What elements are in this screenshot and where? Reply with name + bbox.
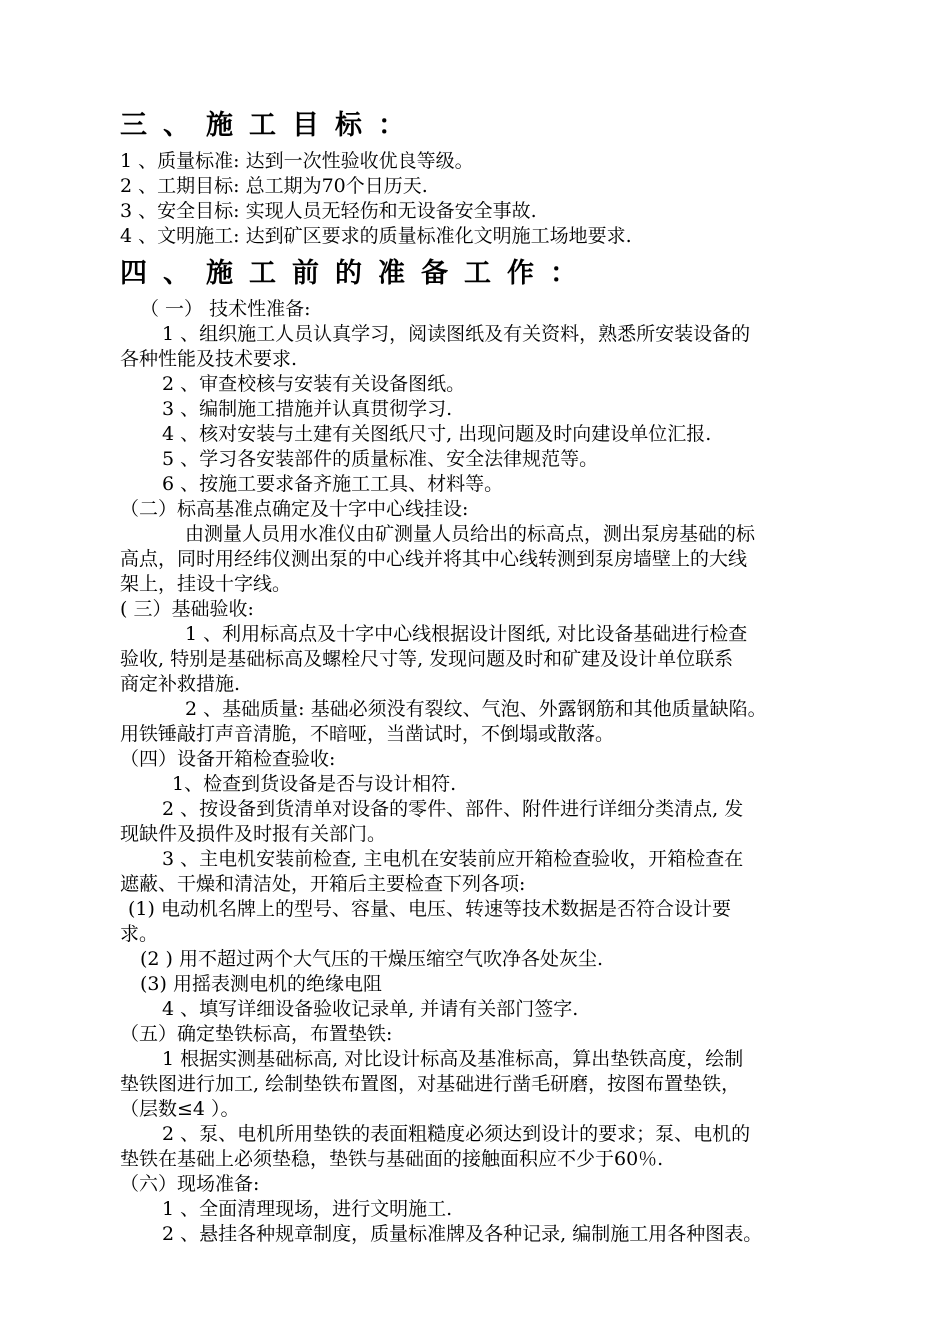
- goal-item-quality: 1 、质量标准: 达到一次性验收优良等级。: [120, 150, 474, 172]
- paragraph-line: 由测量人员用水准仪由矿测量人员给出的标高点，测出泵房基础的标: [185, 523, 756, 545]
- paragraph-line: 垫铁图进行加工, 绘制垫铁布置图，对基础进行凿毛研磨，按图布置垫铁，: [120, 1073, 741, 1095]
- paragraph-line: 3 、编制施工措施并认真贯彻学习.: [162, 398, 453, 420]
- paragraph-line: 2 、泵、电机所用垫铁的表面粗糙度必须达到设计的要求；泵、电机的: [162, 1123, 751, 1145]
- paragraph-line: 垫铁在基础上必须垫稳，垫铁与基础面的接触面积应不少于60％.: [120, 1148, 664, 1170]
- paragraph-line: 验收, 特别是基础标高及螺栓尺寸等, 发现问题及时和矿建及设计单位联系: [120, 648, 734, 670]
- paragraph-line: (3) 用摇表测电机的绝缘电阻: [140, 973, 382, 995]
- paragraph-line: 2 、悬挂各种规章制度，质量标准牌及各种记录, 编制施工用各种图表。: [162, 1223, 763, 1245]
- paragraph-line: 4 、填写详细设备验收记录单, 并请有关部门签字.: [162, 998, 579, 1020]
- paragraph-line: 2 、基础质量: 基础必须没有裂纹、气泡、外露钢筋和其他质量缺陷。: [185, 698, 767, 720]
- paragraph-line: 4 、核对安装与土建有关图纸尺寸, 出现问题及时向建设单位汇报.: [162, 423, 712, 445]
- goal-item-safety: 3 、安全目标: 实现人员无轻伤和无设备安全事故.: [120, 200, 537, 222]
- section-heading-preparation: 四、施工前的准备工作：: [120, 258, 593, 289]
- paragraph-line: 5 、学习各安装部件的质量标准、安全法律规范等。: [162, 448, 599, 470]
- goal-item-schedule: 2 、工期目标: 总工期为70个日历天.: [120, 175, 428, 197]
- subsection-title-foundation: ( 三）基础验收:: [120, 598, 254, 620]
- paragraph-line: 现缺件及损件及时报有关部门。: [120, 823, 387, 845]
- subsection-title-shims: （五）确定垫铁标高，布置垫铁:: [120, 1023, 393, 1045]
- subsection-title-unpacking: （四）设备开箱检查验收:: [120, 748, 336, 770]
- paragraph-line: 遮蔽、干燥和清洁处，开箱后主要检查下列各项:: [120, 873, 526, 895]
- paragraph-line: 商定补救措施.: [120, 673, 241, 695]
- paragraph-line: 2 、按设备到货清单对设备的零件、部件、附件进行详细分类清点, 发: [162, 798, 744, 820]
- paragraph-line: 用铁锤敲打声音清脆，不暗哑，当凿试时，不倒塌或散落。: [120, 723, 615, 745]
- section-heading-goals: 三、施工目标：: [120, 110, 421, 141]
- subsection-title-benchmark: （二）标高基准点确定及十字中心线挂设:: [120, 498, 469, 520]
- paragraph-line: 1 根据实测基础标高, 对比设计标高及基准标高，算出垫铁高度，绘制: [162, 1048, 744, 1070]
- goal-item-civilized: 4 、文明施工: 达到矿区要求的质量标准化文明施工场地要求.: [120, 225, 632, 247]
- paragraph-line: （层数≤4 ）。: [120, 1098, 240, 1120]
- paragraph-line: 2 、审查校核与安装有关设备图纸。: [162, 373, 466, 395]
- paragraph-line: 6 、按施工要求备齐施工工具、材料等。: [162, 473, 504, 495]
- paragraph-line: 1 、利用标高点及十字中心线根据设计图纸, 对比设备基础进行检查: [185, 623, 748, 645]
- paragraph-line: 各种性能及技术要求.: [120, 348, 298, 370]
- paragraph-line: 1、检查到货设备是否与设计相符.: [172, 773, 457, 795]
- paragraph-line: 1 、组织施工人员认真学习，阅读图纸及有关资料，熟悉所安装设备的: [162, 323, 751, 345]
- paragraph-line: 1 、全面清理现场，进行文明施工.: [162, 1198, 453, 1220]
- paragraph-line: (2 ) 用不超过两个大气压的干燥压缩空气吹净各处灰尘.: [140, 948, 604, 970]
- paragraph-line: (1) 电动机名牌上的型号、容量、电压、转速等技术数据是否符合设计要: [128, 898, 731, 920]
- subsection-title-technical: （ 一） 技术性准备:: [140, 298, 311, 320]
- paragraph-line: 3 、主电机安装前检查, 主电机在安装前应开箱检查验收，开箱检查在: [162, 848, 744, 870]
- paragraph-line: 高点，同时用经纬仪测出泵的中心线并将其中心线转测到泵房墙壁上的大线: [120, 548, 748, 570]
- paragraph-line: 求。: [120, 923, 159, 945]
- subsection-title-site: （六）现场准备:: [120, 1173, 260, 1195]
- paragraph-line: 架上，挂设十字线。: [120, 573, 292, 595]
